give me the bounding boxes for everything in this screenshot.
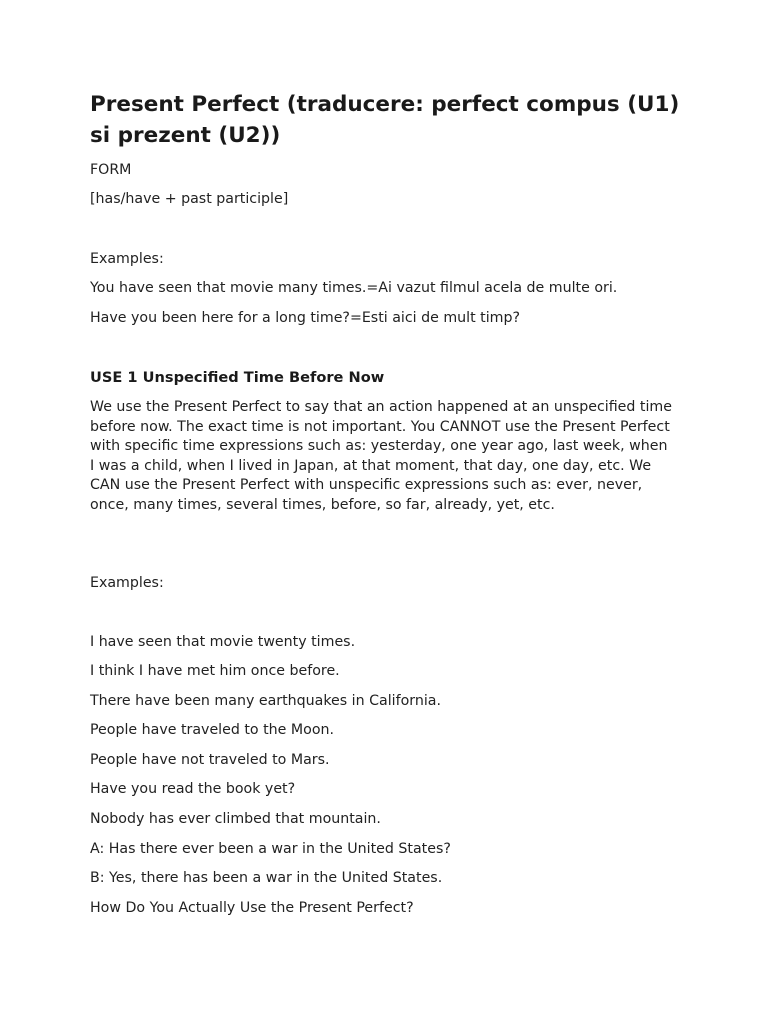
section-question: How Do You Actually Use the Present Perfect? — [90, 900, 414, 916]
example-sentence: I have seen that movie twenty times. — [90, 634, 356, 650]
form-label: FORM — [90, 162, 132, 178]
page-title: Present Perfect (traducere: perfect compus (U1) si prezent (U2)) — [90, 92, 680, 148]
examples-label: Examples: — [90, 575, 164, 591]
dialogue-line: B: Yes, there has been a war in the United States. — [90, 870, 443, 886]
examples-label: Examples: — [90, 251, 164, 267]
example-sentence: I think I have met him once before. — [90, 663, 340, 679]
use1-paragraph: We use the Present Perfect to say that an action happened at an unspecified time before now. The exact time is not important. You CANNOT use the Present Perfect with specific time expressions such as: yesterday, one year ago, last week, when I was a child, when I lived in Japan, at that moment, that day, one day, etc. We CAN use the Present Perfect with unspecific expressions such as: ever, never, once, many times, several times, before, so far, already, yet, etc. — [90, 399, 672, 513]
example-sentence: People have traveled to the Moon. — [90, 722, 335, 738]
example-sentence: Have you read the book yet? — [90, 781, 296, 797]
example-sentence: People have not traveled to Mars. — [90, 752, 330, 768]
form-formula: [has/have + past participle] — [90, 191, 289, 207]
example-sentence: Have you been here for a long time?=Esti aici de mult timp? — [90, 310, 521, 326]
example-sentence: Nobody has ever climbed that mountain. — [90, 811, 381, 827]
dialogue-line: A: Has there ever been a war in the United States? — [90, 841, 451, 857]
example-sentence: You have seen that movie many times.=Ai vazut filmul acela de multe ori. — [90, 280, 618, 296]
example-sentence: There have been many earthquakes in California. — [90, 693, 442, 709]
use1-heading: USE 1 Unspecified Time Before Now — [90, 369, 385, 386]
